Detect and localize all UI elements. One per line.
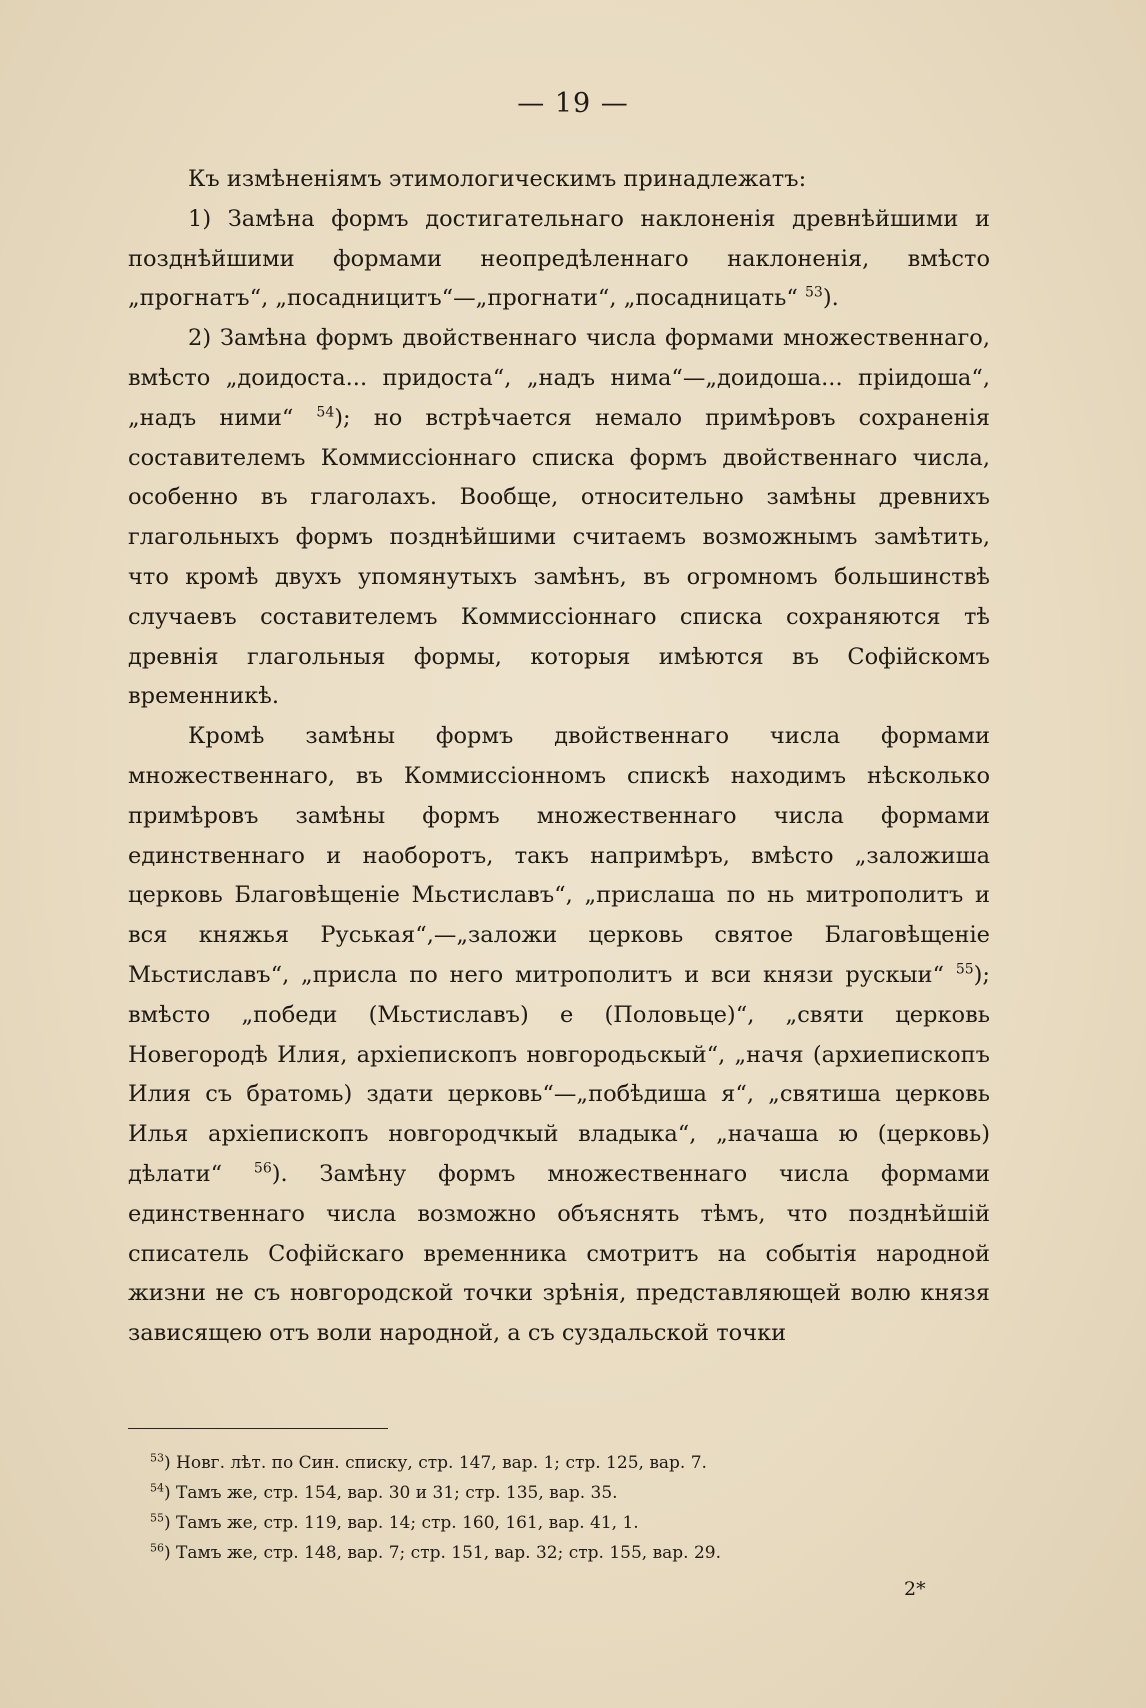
footnote-text: ) Тамъ же, стр. 148, вар. 7; стр. 151, вар. 32; стр. 155, вар. 29. xyxy=(164,1543,722,1563)
text-run: 2) Замѣна формъ двойственнаго числа формами множественнаго, вмѣсто „доидоста... придоста“, „надъ нима“—„доидоша... пріидоша“, „надъ ними“ xyxy=(128,325,990,431)
paragraph xyxy=(128,160,990,200)
footnote-mark: 56 xyxy=(150,1541,164,1555)
body-text xyxy=(128,160,990,1354)
footnote-divider xyxy=(128,1428,388,1429)
text-run: Кромѣ замѣны формъ двойственнаго числа формами множественнаго, въ Коммиссіонномъ спискѣ находимъ нѣсколько примѣровъ замѣны формъ множественнаго числа формами единственнаго и наоборотъ, такъ напримѣръ, вмѣсто „заложиша церковь Благовѣщеніе Мьстиславъ“, „прислаша по нь митрополитъ и вся княжья Руськая“,—„заложи церковь святое Благовѣщеніе Мьстиславъ“, „присла по него митрополитъ и вси князи рускыи“ xyxy=(128,723,990,988)
page-number: — 19 — xyxy=(517,88,629,119)
footnote-ref: 56 xyxy=(253,1160,272,1177)
footnote-mark: 53 xyxy=(150,1451,164,1465)
footnote xyxy=(150,1538,970,1568)
footnote-ref: 53 xyxy=(805,284,823,301)
footnote xyxy=(150,1508,970,1538)
paragraph xyxy=(128,319,990,717)
text-run: ); вмѣсто „победи (Мьстиславъ) е (Половьце)“, „святи церковь Новегородѣ Илия, архіепископъ новгородьскый“, „начя (архиепископъ Илия съ братомь) здати церковь“—„побѣдиша я“, „святиша церковь Илья архіепископъ новгородчкый владыка“, „начаша ю (церковь) дѣлати“ xyxy=(128,961,990,1187)
text-run: ). Замѣну формъ множественнаго числа формами единственнаго числа возможно объяснять тѣмъ, что позднѣйшій списатель Софійскаго временника смотритъ на событія народной жизни не съ новгородской точки зрѣнія, представляющей волю князя зависящею отъ воли народной, а съ суздальской точки xyxy=(128,1160,990,1347)
signature-mark: 2* xyxy=(904,1578,926,1600)
footnote-mark: 55 xyxy=(150,1511,164,1525)
footnote-ref: 55 xyxy=(955,961,974,978)
text-run: Къ измѣненіямъ этимологическимъ принадлежатъ: xyxy=(188,166,807,192)
footnote-text: ) Тамъ же, стр. 154, вар. 30 и 31; стр. 135, вар. 35. xyxy=(164,1483,618,1503)
footnote-ref: 54 xyxy=(316,404,335,421)
footnote xyxy=(150,1478,970,1508)
footnotes xyxy=(150,1448,970,1568)
paragraph xyxy=(128,200,990,319)
paragraph xyxy=(128,717,990,1354)
footnote-text: ) Тамъ же, стр. 119, вар. 14; стр. 160, 161, вар. 41, 1. xyxy=(164,1513,639,1533)
footnote-mark: 54 xyxy=(150,1481,164,1495)
text-run: ). xyxy=(822,285,839,312)
text-run: 1) Замѣна формъ достигательнаго наклоненія древнѣйшими и позднѣйшими формами неопредѣленнаго наклоненія, вмѣсто „прогнатъ“, „посадницитъ“—„прогнати“, „посадницать“ xyxy=(128,205,990,312)
footnote xyxy=(150,1448,970,1478)
footnote-text: ) Новг. лѣт. по Син. списку, стр. 147, вар. 1; стр. 125, вар. 7. xyxy=(164,1453,707,1473)
text-run: ); но встрѣчается немало примѣровъ сохраненія составителемъ Коммиссіоннаго списка формъ двойственнаго числа, особенно въ глаголахъ. Вообще, относительно замѣны древнихъ глагольныхъ формъ позднѣйшими считаемъ возможнымъ замѣтить, что кромѣ двухъ упомянутыхъ замѣнъ, въ огромномъ большинствѣ случаевъ составителемъ Коммиссіоннаго списка сохраняются тѣ древнія глагольныя формы, которыя имѣются въ Софійскомъ временникѣ. xyxy=(128,404,990,710)
